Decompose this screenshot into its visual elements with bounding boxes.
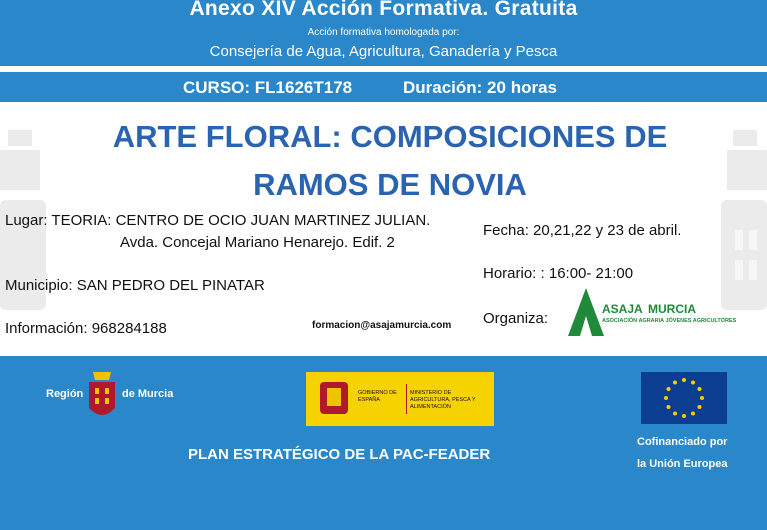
asaja-name: ASAJA: [602, 302, 643, 316]
cofinanciado-line2: la Unión Europea: [637, 458, 728, 470]
asaja-mark-icon: [566, 286, 606, 338]
course-duration: Duración: 20 horas: [403, 78, 557, 97]
gobierno-espana-logo: [306, 372, 494, 426]
header-band: [0, 0, 767, 66]
course-code: CURSO: FL1626T178: [183, 78, 353, 97]
header-title: Anexo XIV Acción Formativa. Gratuita: [189, 0, 578, 20]
organiza-label: Organiza:: [483, 310, 549, 327]
fecha-label: Fecha: 20,21,22 y 23 de abril.: [483, 222, 682, 239]
municipio-label: Municipio: SAN PEDRO DEL PINATAR: [5, 277, 265, 294]
header-subtitle: Acción formativa homologada por:: [307, 27, 460, 38]
header-ministry: Consejería de Agua, Agricultura, Ganadería y Pesca: [209, 43, 558, 60]
asaja-region: MURCIA: [648, 302, 696, 316]
course-title-line1: ARTE FLORAL: COMPOSICIONES DE: [112, 119, 668, 154]
asaja-logo: [566, 286, 756, 338]
lugar-label: Lugar: TEORIA: CENTRO DE OCIO JUAN MARTINEZ JULIAN.: [5, 212, 431, 229]
murcia-crest-icon: [85, 368, 119, 424]
ministerio-label: MINISTERIO DE AGRICULTURA, PESCA Y ALIMENTACIÓN: [410, 390, 476, 410]
region-murcia-left: Región: [46, 388, 84, 400]
asaja-tagline: ASOCIACIÓN AGRARIA JÓVENES AGRICULTORES: [602, 318, 737, 324]
informacion-label: Información: 968284188: [5, 320, 167, 337]
course-title-line2: RAMOS DE NOVIA: [253, 167, 527, 202]
plan-estrategico-label: PLAN ESTRATÉGICO DE LA PAC-FEADER: [188, 446, 491, 463]
gobierno-label: GOBIERNO DE ESPAÑA: [358, 390, 397, 403]
eu-stars-icon: [641, 372, 727, 424]
lugar-address: Avda. Concejal Mariano Henarejo. Edif. 2: [120, 234, 395, 251]
course-band: [0, 72, 767, 102]
contact-email[interactable]: formacion@asajamurcia.com: [312, 320, 452, 331]
cofinanciado-label: [637, 431, 727, 475]
eu-flag: [641, 372, 727, 424]
cofinanciado-line1: Cofinanciado por: [637, 436, 728, 448]
region-murcia-right: de Murcia: [122, 388, 174, 400]
spain-coat-icon: [314, 376, 354, 422]
horario-label: Horario: : 16:00- 21:00: [483, 265, 634, 282]
